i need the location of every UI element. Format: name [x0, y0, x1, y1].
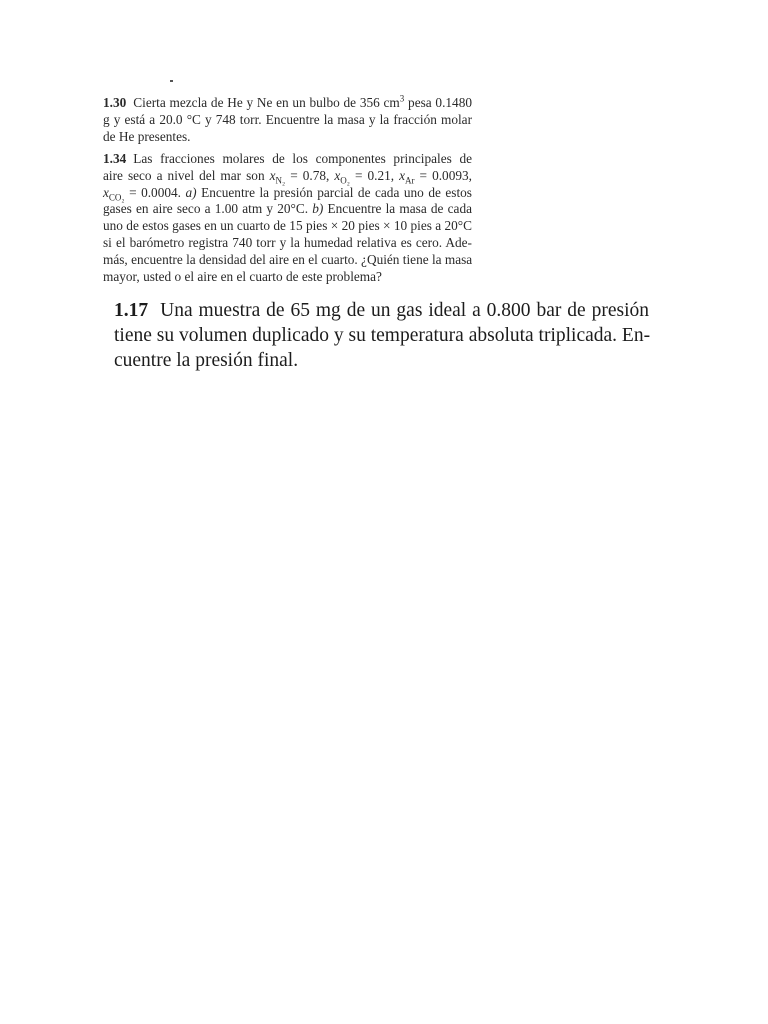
problem-1-34-line-6: si el barómetro registra 740 torr y la humedad relativa es cero. Ade- — [103, 234, 472, 250]
problem-1-34-line-3 — [103, 185, 472, 202]
variable: x — [334, 167, 341, 183]
value: = 0.0004. — [129, 184, 181, 200]
value: = 0.21, — [354, 167, 395, 183]
problem-text: pesa 0.1480 — [408, 95, 472, 110]
value: = 0.0093, — [419, 167, 472, 183]
problem-text: aire seco a nivel del mar son — [103, 167, 265, 183]
problem-text: Las fracciones molares de los componentes principales de — [133, 151, 472, 166]
problem-1-34-line-5: uno de estos gases en un cuarto de 15 pies × 20 pies × 10 pies a 20°C — [103, 218, 472, 234]
variable: x — [399, 167, 406, 183]
variable: x — [269, 167, 276, 183]
value: = 0.78, — [290, 167, 330, 183]
problem-1-34-line-2 — [103, 168, 472, 185]
problem-1-30-line-2: g y está a 20.0 °C y 748 torr. Encuentre la masa y la fracción molar — [103, 111, 472, 127]
problem-text: Encuentre la masa de cada — [327, 201, 473, 217]
problem-1-17 — [114, 298, 649, 373]
problem-1-30-line-1 — [103, 95, 472, 112]
problem-1-34-line-7: más, encuentre la densidad del aire en el cuarto. ¿Quién tiene la masa — [103, 251, 473, 267]
problem-1-34-line-8: mayor, usted o el aire en el cuarto de este problema? — [103, 268, 382, 284]
subscript: O₂ — [340, 175, 350, 186]
problem-1-34-line-1 — [103, 151, 472, 168]
problem-number: 1.34 — [103, 151, 127, 166]
problem-1-30-line-3: de He presentes. — [103, 128, 191, 144]
part-label: a) — [185, 184, 197, 200]
problem-1-34 — [103, 151, 472, 285]
subscript: N₂ — [275, 175, 286, 186]
problem-1-17-line-3: cuentre la presión final. — [114, 350, 299, 371]
problem-text: Una muestra de 65 mg de un gas ideal a 0.800 bar de presión — [160, 300, 649, 321]
problem-number: 1.30 — [103, 95, 127, 110]
problem-number: 1.17 — [114, 300, 149, 321]
problem-1-34-line-4 — [103, 201, 472, 218]
subscript: Ar — [405, 175, 415, 186]
subscript: CO₂ — [108, 192, 125, 203]
problem-1-17-line-2: tiene su volumen duplicado y su temperatura absoluta triplicada. En- — [114, 325, 651, 346]
problem-text: gases en aire seco a 1.00 atm y 20°C. — [103, 201, 309, 217]
problem-1-17-line-1 — [114, 298, 649, 323]
part-label: b) — [312, 201, 324, 217]
problem-1-30 — [103, 95, 472, 145]
problem-text: Encuentre la presión parcial de cada uno de estos — [201, 184, 472, 200]
stray-mark — [170, 80, 173, 82]
variable: x — [103, 184, 109, 200]
superscript: 3 — [399, 93, 405, 104]
problem-text: Cierta mezcla de He y Ne en un bulbo de 356 cm — [133, 95, 400, 110]
